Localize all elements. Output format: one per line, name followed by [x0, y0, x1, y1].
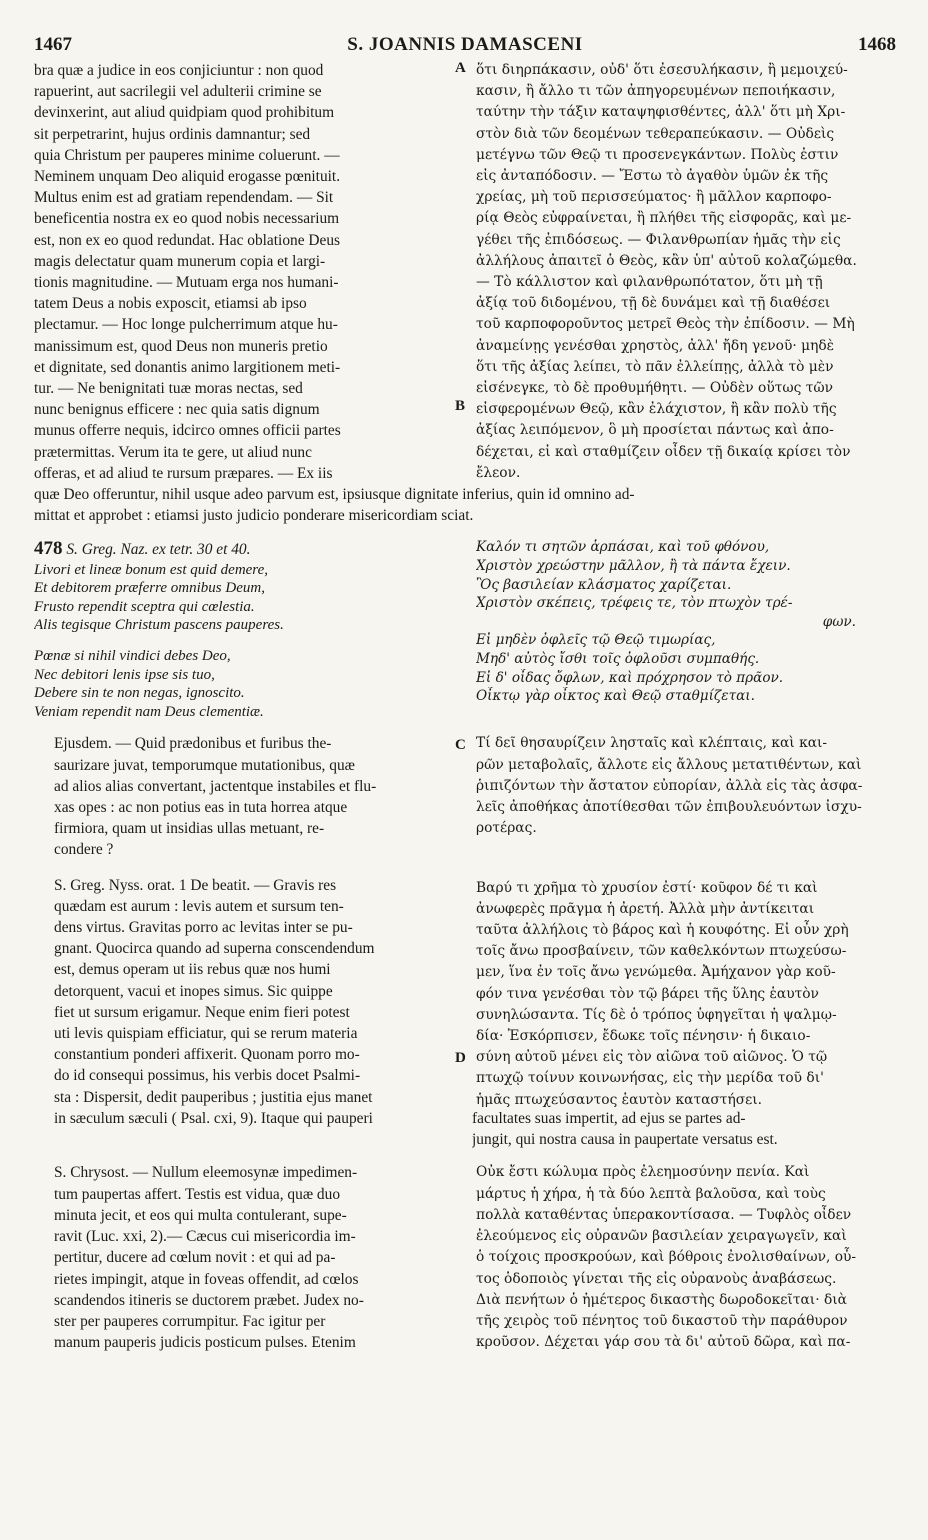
latin-line: plectamur. — Hoc longe pulcherrimum atque hu- [34, 316, 338, 334]
latin-line: S. Chrysost. — Nullum eleemosynæ impedimen- [54, 1164, 358, 1182]
greek-line: ὁ τοίχοις προσκρούων, καὶ βόθροις ἐνολισθαίνων, οὗ- [476, 1249, 857, 1266]
greek-line: μεν, ἵνα ἐν τοῖς ἄνω γενώμεθα. Ἀμήχανον γὰρ κοῦ- [476, 964, 836, 981]
greek-line: πολλὰ καταθέντας ὑπερακοντίσασα. — Τυφλὸς οἶδεν [476, 1206, 852, 1223]
latin-line: fiet ut sursum erigamur. Neque enim fieri potest [54, 1003, 350, 1021]
verse-line: Χριστὸν χρεώστην μᾶλλον, ἢ τὰ πάντα ἔχειν. [476, 558, 791, 575]
greek-line: ἀνωφερὲς πρᾶγμα ἡ ἀρετή. Ἀλλὰ μὴν ἀντίκειται [476, 900, 815, 917]
section-number: 478 [34, 538, 63, 560]
latin-line: Neminem unquam Deo aliquid erogasse pœnituit. [34, 168, 341, 186]
greek-line: κροῦσον. Δέχεται γάρ σου τὰ δι' αὐτοῦ δῶρα, καὶ πα- [476, 1334, 851, 1351]
verse-line: Nec debitori lenis ipse sis tuo, [34, 666, 215, 683]
running-title: S. JOANNIS DAMASCENI [347, 34, 583, 55]
margin-marker-c: C [455, 737, 466, 754]
margin-marker-b: B [455, 398, 466, 414]
greek-line: Τί δεῖ θησαυρίζειν λησταῖς καὶ κλέπταις, καὶ και- [476, 735, 828, 752]
latin-line: S. Greg. Nyss. orat. 1 De beatit. — Gravis res [54, 876, 337, 894]
latin-line: prætermittas. Verum ita te gere, ut aliud nunc [34, 443, 312, 461]
greek-line: εἰσφερομένων Θεῷ, κἂν ἐλάχιστον, ἢ κἂν πολὺ τῆς [476, 401, 837, 418]
greek-line: ἐλεούμενος εἰς οὐρανῶν βασιλείαν χειραγωγεῖν, καὶ [476, 1228, 847, 1245]
page-number-right: 1468 [858, 34, 896, 55]
greek-line: ταύτην τὴν τάξιν καταψηφισθέντες, ἀλλ' ὅτι μὴ Χρι- [476, 104, 846, 121]
latin-line: xas opes : ac non potius eas in tuta horrea atque [54, 799, 348, 817]
latin-line: constantium ponderi affixerit. Quonam porro mo- [54, 1046, 360, 1064]
greek-line: ῥιπιζόντων τὴν ἄστατον εὐπορίαν, ἀλλὰ εἰς τὰς ἀσφα- [476, 777, 863, 794]
greek-line: τοῦ καρποφοροῦντος μετρεῖ Θεὸς τὴν ἐπίδοσιν. — Μὴ [476, 316, 855, 333]
latin-line: quia Christum per pauperes minime coluerunt. — [34, 146, 340, 164]
latin-line: nunc benignus efficere : nec quia satis dignum [34, 401, 320, 419]
greek-line: στὸν διὰ τῶν δεομένων τεθεραπεύκασιν. — Οὐδεὶς [476, 125, 835, 142]
section-478-latin [34, 538, 454, 721]
latin-line: gnant. Quocirca quando ad superna conscendendum [54, 940, 375, 958]
greek-line: εἰς ἀνταπόδοσιν. — Ἔστω τὸ ἀγαθὸν ὑμῶν ἐκ τῆς [476, 168, 829, 185]
greek-line: ἡμᾶς πτωχεύσαντος ἑαυτὸν καταστήσει. [476, 1091, 763, 1108]
verse-line: Εἰ μηδὲν ὀφλεῖς τῷ Θεῷ τιμωρίας, [476, 632, 716, 649]
verse-line: Et debitorem præferre omnibus Deum, [34, 580, 265, 597]
verse-line: Alis tegisque Christum pascens pauperes. [34, 617, 284, 634]
latin-stanza-2 [34, 647, 454, 721]
greek-line: ὅτι διηρπάκασιν, οὐδ' ὅτι ἐσεσυλήκασιν, ἢ μεμοιχεύ- [476, 62, 848, 78]
greek-line: λεῖς ἀποθήκας ἀποτίθεσθαι τῶν ἐπιβουλευόντων ἰσχυ- [476, 799, 862, 816]
greek-line: ἀλλήλους ἀπαιτεῖ ὁ Θεὸς, κἂν ὑπ' αὐτοῦ κολαζώμεθα. [476, 252, 857, 269]
latin-line: ster per pauperes corrumpitur. Fac igitur per [54, 1312, 326, 1330]
latin-line: beneficentia nostra ex eo quod nobis necessarium [34, 210, 340, 228]
section-478-greek [476, 538, 896, 721]
greek-line: ἔλεον. [476, 464, 521, 481]
latin-line: tatem Deus a nobis exposcit, etiamsi ab ipso [34, 295, 307, 313]
verse-line: Χριστὸν σκέπεις, τρέφεις τε, τὸν πτωχὸν τρέ- [476, 595, 793, 612]
greek-line: πτωχῷ τοίνυν κοινωνήσας, εἰς τὴν μερίδα τοῦ δι' [476, 1070, 824, 1087]
section-source: S. Greg. Naz. ex tetr. 30 et 40. [66, 541, 251, 559]
latin-line: est, demus operam ut iis rebus quæ nos humi [54, 961, 331, 979]
greek-line: ἀξίας λειπόμενον, ὃ μὴ προσίεται πάντως καὶ ἀπο- [476, 422, 834, 439]
latin-line: Multus enim est ad gratiam rependendam. — Sit [34, 189, 334, 207]
latin-line: rietes impingit, atque in foveas offendit, ad cœlos [54, 1270, 359, 1288]
verse-line: Οἶκτῳ γὰρ οἶκτος καὶ Θεῷ σταθμίζεται. [476, 688, 755, 705]
nyssa-passage [34, 875, 896, 1129]
latin-line: offeras, et ad aliud te rursum præpares. — Ex iis [34, 464, 333, 482]
greek-stanza-1-tail: φων. [822, 613, 856, 630]
latin-line: bra quæ a judice in eos conjiciuntur : non quod [34, 62, 324, 79]
latin-line: tum paupertas affert. Testis est vidua, quæ duo [54, 1185, 341, 1203]
verse-line: Εἰ δ' οἶδας ὄφλων, καὶ πρόχρησον τὸ πρᾶον. [476, 669, 784, 686]
block-1-latin [34, 60, 454, 484]
greek-line: ταῦτα ἀλλήλοις τὸ βάρος καὶ ἡ κουφότης. Εἰ οὖν χρὴ [476, 922, 849, 939]
greek-line: ρίᾳ Θεὸς εὐφραίνεται, ἢ πλήθει τῆς εἰσφορᾶς, καὶ με- [476, 210, 852, 227]
fullwidth-line: mittat et approbet : etiamsi justo judicio ponderare misericordiam sciat. [34, 507, 474, 525]
greek-line: σύνη αὐτοῦ μένει εἰς τὸν αἰῶνα τοῦ αἰῶνος. Ὁ τῷ [476, 1049, 828, 1066]
latin-line: munus offerre nequis, idcirco omnes officii partes [34, 422, 341, 440]
greek-line: ὅτι τῆς ἀξίας λείπει, τὸ πᾶν ἐλλείπῃς, ἀλλὰ τὸ μὲν [476, 358, 834, 375]
latin-line: manum pauperis judicis posticum pulses. Etenim [54, 1334, 356, 1352]
verse-line: Ὃς βασιλείαν κλάσματος χαρίζεται. [476, 576, 732, 593]
latin-line: scandendos itineris se ductorem præbet. Judex no- [54, 1291, 364, 1309]
latin-line: firmiora, quam ut insidias ullas metuant, re- [54, 820, 325, 838]
verse-line: Veniam rependit nam Deus clementiæ. [34, 703, 264, 720]
running-header [34, 30, 896, 60]
greek-line: δέχεται, εἰ καὶ σταθμίζειν οἶδεν τῇ δικαίᾳ κρίσει τὸν [476, 443, 851, 460]
latin-line: ad alios alias convertant, jactentque instabiles et flu- [54, 777, 377, 795]
latin-line: sit perpetrarint, hujus ordinis damnantur; sed [34, 125, 311, 143]
greek-line: ἀξίᾳ τοῦ διδομένου, τῇ δὲ δυνάμει καὶ τῇ διαθέσει [476, 295, 831, 312]
greek-line: ροτέρας. [476, 820, 537, 837]
latin-line: tionis magnitudine. — Mutuam erga nos humani- [34, 274, 339, 292]
latin-line: manissimum est, quod Deus non muneris pretio [34, 337, 328, 355]
latin-line: magis delectatur quam munerum copia et largi- [34, 252, 326, 270]
greek-line: τος ὁδοποιὸς γίνεται τῆς εἰς οὐρανοὺς ἀναβάσεως. [476, 1270, 837, 1287]
greek-stanza-2 [476, 631, 896, 705]
nyssa-greek [476, 875, 896, 1129]
section-478-heading [34, 538, 454, 560]
fullwidth-line: facultates suas impertit, ad ejus se partes ad- [472, 1110, 746, 1128]
latin-line: condere ? [54, 841, 114, 859]
greek-line: χρείας, μὴ τοῦ περισσεύματος· ἢ μᾶλλον καρποφο- [476, 189, 832, 206]
greek-line: Διὰ πενήτων ὁ ἡμέτερος δικαστὴς δωροδοκεῖται· διὰ [476, 1291, 848, 1308]
latin-line: tur. — Ne benignitati tuæ moras nectas, sed [34, 380, 303, 398]
latin-line: Ejusdem. — Quid prædonibus et furibus the- [54, 735, 332, 753]
greek-line: γέθει τῆς ἐπιδόσεως. — Φιλανθρωπίαν ἡμᾶς τὴν εἰς [476, 231, 841, 248]
latin-line: devinxerint, aut aliud quidpiam quod prohibitum [34, 104, 335, 122]
margin-marker-a: A [455, 60, 466, 76]
greek-line: κασιν, ἢ ἄλλο τι τῶν ἀπηγορευμένων πεποιήκασιν, [476, 83, 836, 100]
latin-stanza-1 [34, 561, 454, 635]
latin-line: quædam est aurum : levis autem et sursum ten- [54, 897, 344, 915]
greek-line: συνηλώσαντα. Τίς δὲ ὁ τρόπος ὑφηγεῖται ἡ ψαλμῳ- [476, 1006, 837, 1023]
ejusdem-passage [34, 733, 896, 860]
margin-marker-d: D [455, 1049, 466, 1066]
block-1 [34, 60, 896, 484]
chrysostom-greek [476, 1162, 896, 1353]
verse-line: Καλόν τι σητῶν ἁρπάσαι, καὶ τοῦ φθόνου, [476, 539, 770, 556]
verse-line: Pœnæ si nihil vindici debes Deo, [34, 648, 231, 665]
fullwidth-line: jungit, qui nostra causa in paupertate versatus est. [472, 1131, 778, 1149]
latin-line: rapuerint, aut sacrilegii vel adulterii crimine se [34, 83, 322, 101]
greek-line: ἀναμείνῃς γενέσθαι χρηστὸς, ἀλλ' ἤδη γενοῦ· μηδὲ [476, 337, 835, 354]
latin-line: detorquent, vacui et inopes simus. Sic quippe [54, 982, 333, 1000]
latin-line: uti levis quispiam efficiatur, qui se rerum materia [54, 1025, 358, 1043]
greek-line: εἰσένεγκε, τὸ δὲ προθυμήθητι. — Οὐδὲν οὕτως τῶν [476, 380, 833, 397]
nyssa-latin [34, 875, 454, 1129]
block-1-fullwidth [34, 484, 896, 526]
latin-line: do id consequi possimus, his verbis docet Psalmi- [54, 1067, 361, 1085]
verse-line: Livori et lineæ bonum est quid demere, [34, 561, 268, 578]
latin-line: dens virtus. Gravitas porro ac levitas inter se pu- [54, 919, 353, 937]
fullwidth-line: quæ Deo offeruntur, nihil usque adeo parvum est, ipsiusque dignitate inferius, quin id omnino ad- [34, 486, 635, 504]
ejusdem-greek [476, 733, 896, 860]
greek-line: μετέγνω τῶν Θεῷ τι προσενεγκάντων. Πολὺς ἐστιν [476, 146, 839, 163]
verse-line: Frusto rependit sceptra qui cœlestia. [34, 598, 255, 615]
latin-line: est, non ex eo quod redundat. Hac oblatione Deus [34, 231, 341, 249]
page-number-left: 1467 [34, 34, 72, 55]
greek-line: τοῖς ἄνω προσβαίνειν, τῶν καθελκόντων πτωχεύσω- [476, 943, 847, 960]
chrysostom-latin [34, 1162, 454, 1353]
section-478 [34, 538, 896, 721]
greek-line: μάρτυς ἡ χήρα, ἡ τὰ δύο λεπτὰ βαλοῦσα, καὶ τοὺς [476, 1185, 826, 1202]
verse-line: Debere sin te non negas, ignoscito. [34, 685, 245, 702]
latin-line: ravit (Luc. xxi, 2).— Cæcus cui misericordia im- [54, 1228, 356, 1246]
latin-line: in sæculum sæculi ( Psal. cxi, 9). Itaque qui pauperi [54, 1109, 373, 1127]
greek-line: φόν τινα γενέσθαι τὸν τῷ βάρει τῆς ὕλης ἑαυτὸν [476, 985, 819, 1002]
greek-line: τῆς χειρὸς τοῦ πένητος τοῦ δικαστοῦ τὴν παράθυρον [476, 1312, 848, 1329]
greek-line: — Τὸ κάλλιστον καὶ φιλανθρωπότατον, ὅτι μὴ τῇ [476, 274, 823, 291]
greek-stanza-1 [476, 538, 896, 612]
latin-line: et dignitate, sed donantis animo largitionem meti- [34, 358, 341, 376]
latin-line: saurizare juvat, temporumque mutationibus, quæ [54, 756, 355, 774]
latin-line: sta : Dispersit, dedit pauperibus ; justitia ejus manet [54, 1088, 373, 1106]
greek-line: Οὐκ ἔστι κώλυμα πρὸς ἐλεημοσύνην πενία. Καὶ [476, 1164, 810, 1181]
chrysostom-passage [34, 1162, 896, 1353]
ejusdem-latin [34, 733, 454, 860]
verse-line: Μηδ' αὐτὸς ἴσθι τοῖς ὀφλοῦσι συμπαθής. [476, 651, 760, 668]
latin-line: pertitur, ducere ad cœlum novit : et qui ad pa- [54, 1249, 336, 1267]
latin-line: minuta jecit, et eos qui multa contulerant, supe- [54, 1206, 347, 1224]
block-1-greek [476, 60, 896, 484]
page [34, 30, 896, 1353]
greek-line: δία· Ἐσκόρπισεν, ἔδωκε τοῖς πένησιν· ἡ δικαιο- [476, 1028, 811, 1045]
greek-line: Βαρύ τι χρῆμα τὸ χρυσίον ἐστί· κοῦφον δέ τι καὶ [476, 879, 818, 896]
greek-line: ρῶν μεταβολαῖς, ἄλλοτε εἰς ἄλλους μετατιθέντων, καὶ [476, 756, 862, 773]
